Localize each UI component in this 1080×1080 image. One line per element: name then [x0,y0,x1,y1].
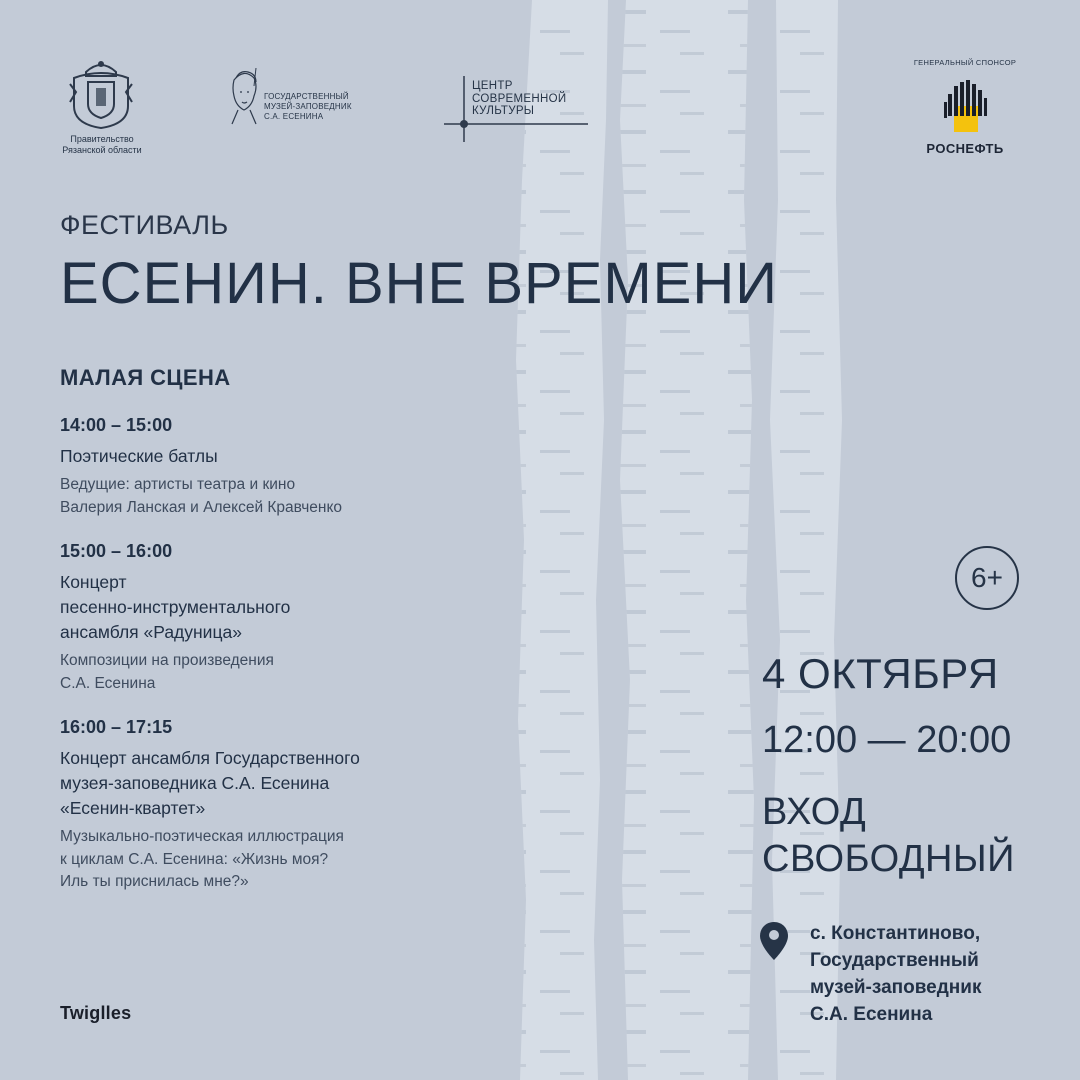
culture-center-caption-line: СОВРЕМЕННОЙ [472,92,567,105]
program-description-line: Иль ты приснилась мне?» [60,873,249,890]
program-title [60,746,440,821]
program-title-line: Поэтические батлы [60,446,218,466]
entry-info-line: СВОБОДНЫЙ [762,838,1015,880]
address-line: Государственный [810,950,979,971]
program-description-line: к циклам С.А. Есенина: «Жизнь моя? [60,850,329,868]
entry-info-line: ВХОД [762,791,867,833]
government-caption-line: Правительство [70,134,134,144]
program-title-line: Концерт [60,572,127,592]
program-description-line: Валерия Ланская и Алексей Кравченко [60,498,343,516]
program-title [60,570,440,645]
program-title-line: ансамбля «Радуница» [60,622,242,642]
age-rating-badge: 6+ [955,546,1019,610]
stage-title: МАЛАЯ СЦЕНА [60,365,231,390]
program-description-line: Ведущие: артисты театра и кино [60,476,296,493]
government-caption [52,134,152,156]
location-pin-icon [760,922,788,960]
coat-of-arms-icon [66,58,136,130]
entry-info [762,789,1052,883]
culture-center-caption [472,80,566,118]
program-title-line: Концерт ансамбля Государственного [60,748,360,768]
program-description [60,474,440,519]
address-line: С.А. Есенина [810,1004,933,1025]
program-description-line: С.А. Есенина [60,674,156,692]
program-description [60,650,440,695]
program-title-line: песенно-инструментального [60,597,291,617]
event-hours: 12:00 — 20:00 [762,719,1012,761]
program-time: 16:00 – 17:15 [60,717,173,737]
address-line: музей-заповедник [810,977,982,998]
government-caption-line: Рязанской области [62,145,142,155]
program-description [60,826,440,894]
museum-caption-line: С.А. ЕСЕНИНА [264,112,324,121]
sponsor-label: ГЕНЕРАЛЬНЫЙ СПОНСОР [913,58,1017,67]
brand-logo: Twiglles [60,1003,132,1023]
museum-caption-line: МУЗЕЙ-ЗАПОВЕДНИК [264,102,352,111]
program-description-line: Музыкально-поэтическая иллюстрация [60,828,344,845]
sponsor-name: РОСНЕФТЬ [926,141,1004,156]
program-title-line: музея-заповедника С.А. Есенина [60,773,330,793]
culture-center-caption-line: КУЛЬТУРЫ [472,105,535,117]
festival-label: ФЕСТИВАЛЬ [60,210,229,240]
festival-title: ЕСЕНИН. ВНЕ ВРЕМЕНИ [60,251,778,316]
program-item [60,717,440,894]
museum-caption-line: ГОСУДАРСТВЕННЫЙ [264,92,349,101]
program-item [60,415,440,519]
address-line: с. Константиново, [810,923,981,944]
program-time: 15:00 – 16:00 [60,541,173,561]
program-title [60,444,440,469]
museum-caption [264,92,352,122]
culture-center-caption-line: ЦЕНТР [472,80,513,92]
rosneft-logo-icon [944,80,988,134]
program-title-line: «Есенин-квартет» [60,798,206,818]
event-date: 4 ОКТЯБРЯ [762,650,999,697]
program-description-line: Композиции на произведения [60,652,274,669]
yesenin-portrait-icon [226,66,262,126]
program-item [60,541,440,695]
event-address [810,920,1050,1028]
program-time: 14:00 – 15:00 [60,415,173,435]
